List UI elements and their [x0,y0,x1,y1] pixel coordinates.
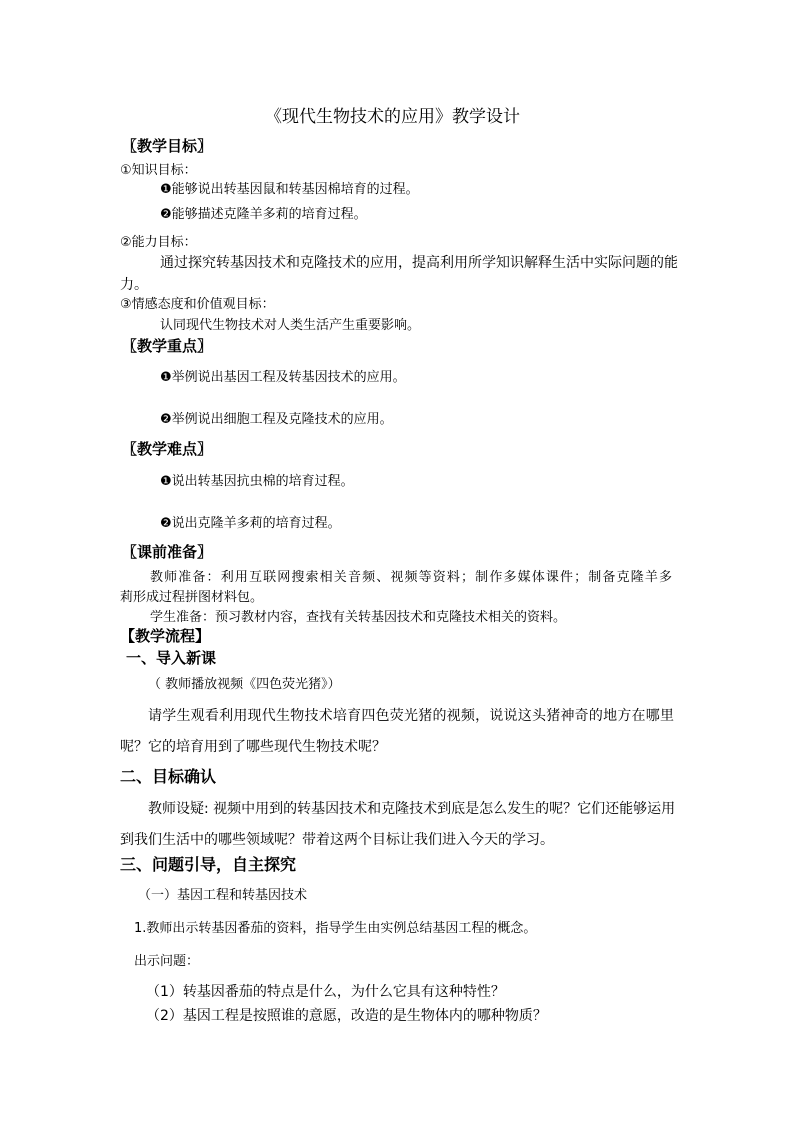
goal-confirm-paragraph: 教师设疑: 视频中用到的转基因技术和克隆技术到底是怎么发生的呢？它们还能够运用 [148,801,676,817]
goal-confirm-paragraph-continued: 到我们生活中的哪些领域呢？带着这两个目标让我们进入今天的学习。 [120,832,554,848]
activity-item: 1.教师出示转基因番茄的资料，指导学生由实例总结基因工程的概念。 [134,921,537,936]
flow-section-heading: 二、目标确认 [120,767,217,786]
section-heading-flow: 【教学流程】 [120,627,211,645]
key-point-item: ❶举例说出基因工程及转基因技术的应用。 [160,370,406,385]
ability-goal-text: 通过探究转基因技术和克隆技术的应用，提高利用所学知识解释生活中实际问题的能 [160,255,678,271]
question-item: （1）转基因番茄的特点是什么，为什么它具有这种特性？ [146,984,505,1000]
flow-section-heading: 一、导入新课 [126,649,217,667]
teacher-preparation-text-continued: 莉形成过程拼图材料包。 [120,590,264,605]
intro-paragraph: 请学生观看利用现代生物技术培育四色荧光猪的视频，说说这头猪神奇的地方在哪里 [148,708,674,724]
section-heading-preparation: 〖课前准备〗 [122,543,213,561]
knowledge-goal-item: ❶能够说出转基因鼠和转基因棉培育的过程。 [160,182,419,197]
knowledge-goal-heading: ①知识目标： [120,163,197,178]
ability-goal-text-continued: 力。 [120,277,148,293]
intro-paragraph-continued: 呢？它的培育用到了哪些现代生物技术呢？ [120,739,386,755]
page-title: 《现代生物技术的应用》教学设计 [265,107,520,127]
teacher-preparation-text: 教师准备：利用互联网搜索相关音频、视频等资料；制作多媒体课件；制备克隆羊多 [150,570,672,585]
section-heading-key-points: 〖教学重点〗 [122,337,213,355]
video-note: （ 教师播放视频《四色荧光猪》） [148,677,341,692]
question-item: （2）基因工程是按照谁的意愿，改造的是生物体内的哪种物质？ [146,1008,547,1024]
questions-label: 出示问题： [134,954,200,969]
student-preparation-text: 学生准备：预习教材内容，查找有关转基因技术和克隆技术相关的资料。 [150,610,567,625]
section-heading-goals: 〖教学目标〗 [122,137,213,155]
ability-goal-heading: ②能力目标： [120,235,197,250]
subsection-heading: （一）基因工程和转基因技术 [138,888,308,903]
knowledge-goal-item: ❷能够描述克隆羊多莉的培育过程。 [160,207,367,222]
difficulty-item: ❶说出转基因抗虫棉的培育过程。 [160,474,354,489]
difficulty-item: ❷说出克隆羊多莉的培育过程。 [160,516,341,531]
emotion-goal-text: 认同现代生物技术对人类生活产生重要影响。 [160,318,421,333]
emotion-goal-heading: ③情感态度和价值观目标： [120,297,275,312]
key-point-item: ❷举例说出细胞工程及克隆技术的应用。 [160,412,393,427]
flow-section-heading: 三、问题引导，自主探究 [120,855,297,874]
section-heading-difficulties: 〖教学难点〗 [122,440,213,458]
